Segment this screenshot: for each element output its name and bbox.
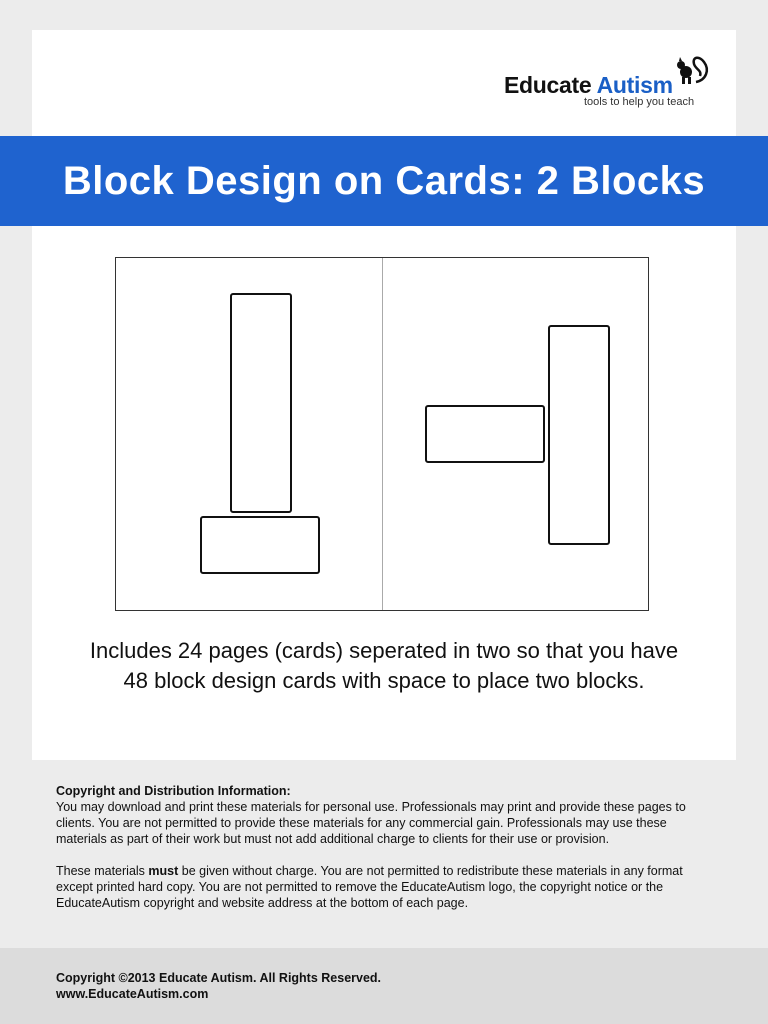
copyright-p2-after: be given without charge. You are not permitted to redistribute these materials in any format except printed hard copy. You are not permitted to remove the EducateAutism logo, the copyright notice or the EducateAutism copyright and website address at the bottom of each page. (56, 864, 683, 910)
footer-copyright: Copyright ©2013 Educate Autism. All Rights Reserved. (56, 971, 382, 985)
right-card-vertical-block (548, 325, 610, 545)
footer (0, 948, 768, 1024)
left-card-horizontal-block (200, 516, 320, 574)
copyright-paragraph-2 (56, 863, 716, 911)
description-line-1: Includes 24 pages (cards) seperated in two so that you have (89, 638, 679, 663)
left-card-vertical-block (230, 293, 292, 513)
educate-autism-logo (504, 52, 714, 112)
copyright-heading: Copyright and Distribution Information: (56, 784, 291, 798)
logo-name-part1: Educate (504, 72, 592, 98)
card-divider (382, 258, 383, 610)
logo-name-part2: Autism (596, 72, 673, 98)
page-title: Block Design on Cards: 2 Blocks (62, 158, 706, 203)
description-line-2: 48 block design cards with space to place two blocks. (123, 668, 645, 693)
logo-tagline: tools to help you teach (584, 96, 695, 108)
footer-website-link[interactable]: www.EducateAutism.com (56, 987, 209, 1001)
copyright-p2-before: These materials (56, 864, 149, 878)
title-banner (0, 136, 768, 226)
description (40, 636, 728, 696)
squirrel-icon (670, 52, 710, 86)
footer-text (56, 970, 381, 1002)
logo-name (504, 72, 673, 99)
copyright-p2-emphasis: must (148, 864, 179, 878)
copyright-info (56, 783, 716, 927)
right-card-horizontal-block (425, 405, 545, 463)
copyright-paragraph-1: You may download and print these materials for personal use. Professionals may print and provide these pages to clients. You are not permitted to provide these materials for any commercial gain. Professionals may use these materials as part of their work but must not add additional charge to clients for their use or provision. (56, 800, 686, 846)
